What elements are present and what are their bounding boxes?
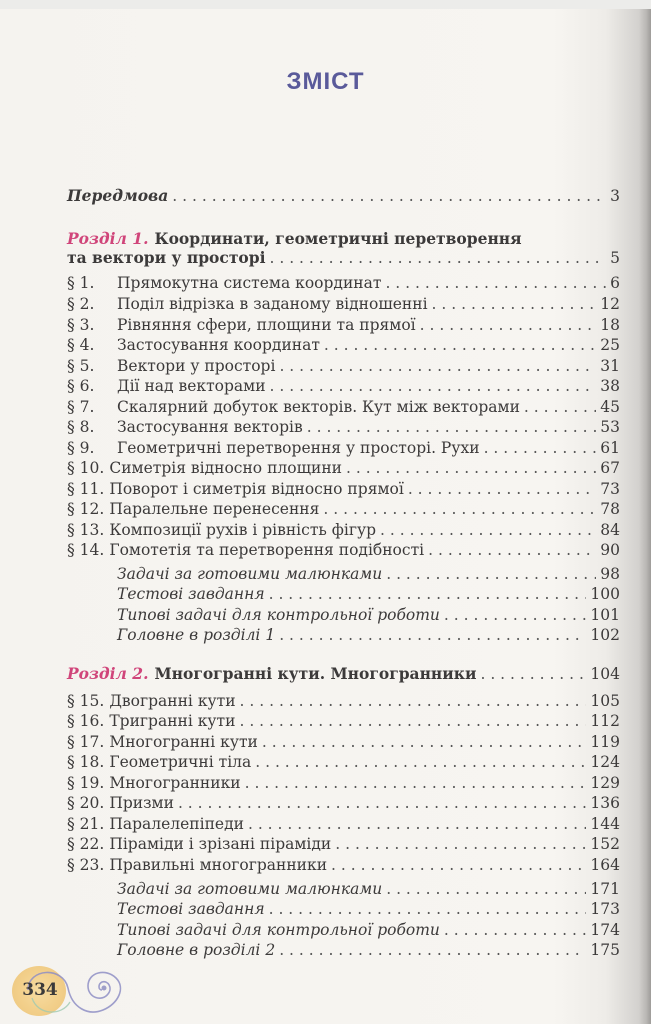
toc-section-5[interactable] [67,356,620,376]
dot-leader [270,248,607,268]
section-page: 25 [600,336,620,354]
section-number: § 9. [67,439,95,457]
dot-leader [279,356,596,376]
section-page: 6 [610,274,620,292]
chapter-2-heading[interactable] [67,664,620,684]
section-page: 129 [590,774,620,792]
extra-label: Задачі за готовими малюнками [117,880,383,898]
section-page: 152 [590,835,620,853]
toc-extra-tests-1[interactable] [117,584,620,604]
dot-leader [386,879,586,899]
toc-extra-summary-2[interactable] [117,940,620,960]
dot-leader [307,417,597,437]
dot-leader [178,793,586,813]
extra-page: 174 [590,921,620,939]
section-label: Піраміди і зрізані піраміди [109,835,332,853]
section-number: § 16. [67,712,105,730]
section-label: Многогранні кути [109,733,258,751]
dot-leader [524,397,596,417]
extra-page: 100 [590,585,620,603]
page-title: ЗМІСТ [286,68,365,95]
section-label: Рівняння сфери, площини та прямої [117,316,416,334]
extra-label: Типові задачі для контрольної роботи [117,606,440,624]
section-page: 73 [600,480,620,498]
chapter-2-prefix: Розділ 2. [67,664,149,683]
section-page: 84 [600,521,620,539]
dot-leader [428,540,596,560]
extra-label: Тестові завдання [117,900,265,918]
toc-section-8[interactable] [67,417,620,437]
section-page: 164 [590,856,620,874]
extra-label: Типові задачі для контрольної роботи [117,921,440,939]
section-number: § 18. [67,753,105,771]
dot-leader [269,584,587,604]
dot-leader [240,691,587,711]
section-number: § 3. [67,316,95,334]
dot-leader [270,376,597,396]
dot-leader [408,479,596,499]
section-label: Скалярний добуток векторів. Кут між векторами [117,398,520,416]
dot-leader [420,315,597,335]
section-number: § 2. [67,295,95,313]
section-page: 78 [600,500,620,518]
section-label: Многогранники [109,774,241,792]
section-label: Застосування координат [117,336,320,354]
chapter-1-title-line1: Координати, геометричні перетворення [154,229,522,248]
extra-page: 173 [590,900,620,918]
chapter-1-title-line2: та вектори у просторі [67,248,266,267]
dot-leader [323,499,596,519]
section-label: Поділ відрізка в заданому відношенні [117,295,428,313]
toc-section-7[interactable] [67,397,620,417]
dot-leader [172,186,606,206]
toc-section-16[interactable] [67,711,620,731]
toc-section-4[interactable] [67,335,620,355]
chapter-1-prefix: Розділ 1. [67,229,149,248]
extra-label: Тестові завдання [117,585,265,603]
extra-page: 102 [590,626,620,644]
section-number: § 14. [67,541,105,559]
toc-section-19[interactable] [67,773,620,793]
toc-entry-label: Передмова [67,186,169,205]
section-label: Двогранні кути [109,692,236,710]
section-label: Застосування векторів [117,418,303,436]
section-label: Паралельне перенесення [109,500,320,518]
dot-leader [346,458,596,478]
section-label: Геометричні тіла [109,753,252,771]
section-label: Симетрія відносно площини [109,459,342,477]
dot-leader [279,625,586,645]
section-label: Гомотетія та перетворення подібності [109,541,425,559]
extra-page: 171 [590,880,620,898]
chapter-1-heading-line1[interactable] [67,229,620,249]
chapter-1-page: 5 [610,249,620,267]
dot-leader [269,899,587,919]
page-number: 334 [22,980,58,1000]
section-page: 38 [600,377,620,395]
chapter-1-heading-line2[interactable] [67,248,620,268]
toc-section-15[interactable] [67,691,620,711]
dot-leader [432,294,597,314]
section-label: Поворот і симетрія відносно прямої [109,480,404,498]
section-page: 53 [600,418,620,436]
section-label: Композиції рухів і рівність фігур [109,521,377,539]
dot-leader [245,773,587,793]
section-page: 45 [600,398,620,416]
section-page: 12 [600,295,620,313]
chapter-2-page: 104 [590,665,620,683]
extra-label: Головне в розділі 2 [117,941,276,959]
section-number: § 15. [67,692,105,710]
toc-section-9[interactable] [67,438,620,458]
toc-extra-control-work-1[interactable] [117,605,620,625]
toc-section-10[interactable] [67,458,620,478]
dot-leader [444,605,586,625]
section-page: 18 [600,316,620,334]
toc-section-13[interactable] [67,520,620,540]
toc-section-12[interactable] [67,499,620,519]
toc-section-11[interactable] [67,479,620,499]
dot-leader [386,564,596,584]
section-label: Геометричні перетворення у просторі. Рухи [117,439,480,457]
dot-leader [484,438,597,458]
section-number: § 20. [67,794,105,812]
section-label: Прямокутна система координат [117,274,382,292]
section-number: § 12. [67,500,105,518]
section-number: § 19. [67,774,105,792]
section-number: § 13. [67,521,105,539]
toc-section-6[interactable] [67,376,620,396]
section-page: 136 [590,794,620,812]
section-number: § 23. [67,856,105,874]
section-page: 119 [590,733,620,751]
dot-leader [279,940,586,960]
dot-leader [255,752,586,772]
section-page: 124 [590,753,620,771]
section-number: § 10. [67,459,105,477]
dot-leader [380,520,596,540]
section-page: 31 [600,357,620,375]
dot-leader [324,335,596,355]
toc-extra-tests-2[interactable] [117,899,620,919]
scan-top-strip [0,0,651,9]
section-number: § 4. [67,336,95,354]
toc-entry-page: 3 [610,187,620,205]
dot-leader [331,855,586,875]
section-number: § 7. [67,398,95,416]
extra-page: 98 [600,565,620,583]
toc-section-3[interactable] [67,315,620,335]
section-number: § 5. [67,357,95,375]
toc-section-1[interactable] [67,273,620,293]
section-label: Правильні многогранники [109,856,328,874]
section-number: § 17. [67,733,105,751]
toc-extra-illustrated-problems-2[interactable] [117,879,620,899]
toc-extra-summary-1[interactable] [117,625,620,645]
toc-extra-control-work-2[interactable] [117,920,620,940]
chapter-2-title: Многогранні кути. Многогранники [154,664,477,683]
extra-page: 175 [590,941,620,959]
section-page: 105 [590,692,620,710]
toc-section-22[interactable] [67,834,620,854]
section-page: 67 [600,459,620,477]
page-edge-shadow [639,9,651,1024]
toc-section-23[interactable] [67,855,620,875]
section-page: 61 [600,439,620,457]
section-label: Вектори у просторі [117,357,276,375]
section-number: § 11. [67,480,105,498]
toc-section-21[interactable] [67,814,620,834]
toc-section-20[interactable] [67,793,620,813]
dot-leader [480,664,586,684]
section-label: Призми [109,794,174,812]
toc-extra-illustrated-problems-1[interactable] [117,564,620,584]
extra-label: Головне в розділі 1 [117,626,276,644]
section-page: 144 [590,815,620,833]
section-page: 90 [600,541,620,559]
section-label: Паралелепіпеди [109,815,244,833]
toc-section-18[interactable] [67,752,620,772]
toc-section-2[interactable] [67,294,620,314]
dot-leader [335,834,586,854]
section-label: Тригранні кути [109,712,236,730]
section-number: § 21. [67,815,105,833]
dot-leader [248,814,586,834]
toc-section-17[interactable] [67,732,620,752]
toc-section-14[interactable] [67,540,620,560]
dot-leader [444,920,586,940]
extra-page: 101 [590,606,620,624]
section-number: § 8. [67,418,95,436]
section-number: § 22. [67,835,105,853]
dot-leader [262,732,587,752]
section-number: § 6. [67,377,95,395]
section-label: Дії над векторами [117,377,266,395]
extra-label: Задачі за готовими малюнками [117,565,383,583]
toc-entry-preface[interactable] [67,186,620,206]
section-number: § 1. [67,274,95,292]
dot-leader [385,273,606,293]
dot-leader [239,711,586,731]
section-page: 112 [590,712,620,730]
